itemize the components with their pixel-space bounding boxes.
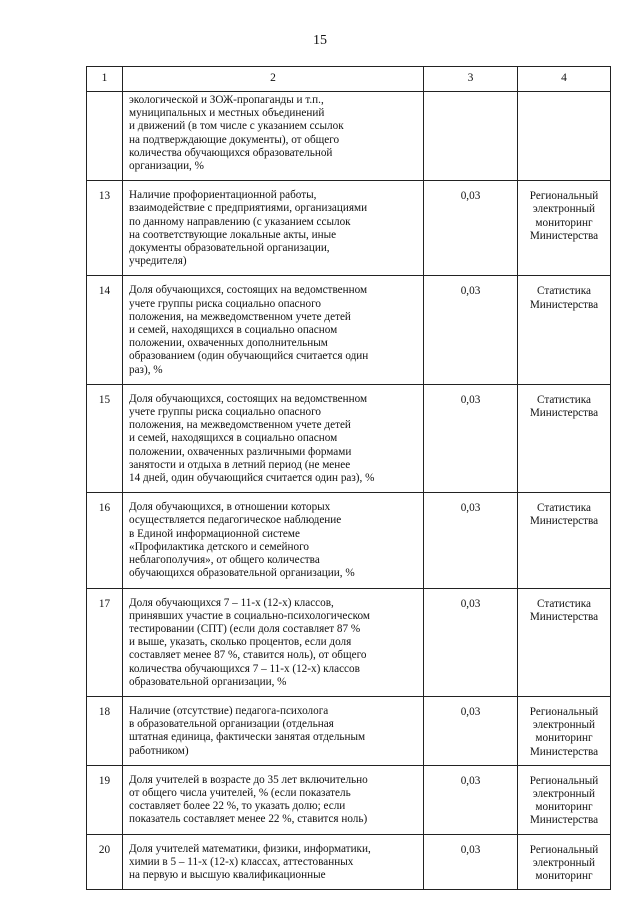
row-weight: 0,03 (424, 276, 518, 384)
page-number: 15 (313, 33, 327, 48)
table-row (87, 765, 611, 834)
header-col-1: 1 (87, 67, 123, 92)
table-row (87, 493, 611, 588)
row-number: 15 (87, 384, 123, 492)
row-description: Наличие (отсутствие) педагога-психолога в образовательной организации (отдельная штатная единица, фактически занятая отдельным работником) (123, 696, 424, 765)
row-number: 20 (87, 834, 123, 890)
row-number: 17 (87, 588, 123, 696)
table-row (87, 181, 611, 276)
row-description: Доля обучающихся 7 – 11-х (12-х) классов, принявших участие в социально-психологическом тестировании (СПТ) (если доля составляет 87 % и выше, указать, сколько процентов, если доля составляет менее 87 %, ставится ноль), от общего количества обучающихся 7 – 11-х (12-х) классов образовательной организации, % (123, 588, 424, 696)
header-col-4: 4 (518, 67, 611, 92)
row-weight: 0,03 (424, 384, 518, 492)
row-weight: 0,03 (424, 765, 518, 834)
table-header-row (87, 67, 611, 92)
row-description: Доля обучающихся, состоящих на ведомственном учете группы риска социально опасного положения, на межведомственном учете детей и семей, находящихся в социально опасном положении, охваченных дополнительным образованием (один обучающийся считается один раз), % (123, 276, 424, 384)
row-number: 14 (87, 276, 123, 384)
table-row (87, 834, 611, 890)
row-source: Статистика Министерства (518, 276, 611, 384)
row-source: Региональный электронный мониторинг (518, 834, 611, 890)
table-row (87, 92, 611, 181)
row-source: Региональный электронный мониторинг Министерства (518, 181, 611, 276)
row-source: Региональный электронный мониторинг Министерства (518, 696, 611, 765)
table-row (87, 276, 611, 384)
row-weight: 0,03 (424, 493, 518, 588)
row-weight: 0,03 (424, 588, 518, 696)
row-description: Наличие профориентационной работы, взаимодействие с предприятиями, организациями по данному направлению (с указанием ссылок на соответствующие локальные акты, иные документы образовательной организации, учредителя) (123, 181, 424, 276)
row-source: Статистика Министерства (518, 588, 611, 696)
row-description: Доля обучающихся, в отношении которых осуществляется педагогическое наблюдение в Единой информационной системе «Профилактика детского и семейного неблагополучия», от общего количества обучающихся образовательной организации, % (123, 493, 424, 588)
header-col-2: 2 (123, 67, 424, 92)
row-number (87, 92, 123, 181)
row-weight (424, 92, 518, 181)
row-source (518, 92, 611, 181)
row-number: 13 (87, 181, 123, 276)
row-weight: 0,03 (424, 696, 518, 765)
row-description: Доля учителей математики, физики, информатики, химии в 5 – 11-х (12-х) классах, аттестованных на первую и высшую квалификационные (123, 834, 424, 890)
row-number: 18 (87, 696, 123, 765)
row-source: Региональный электронный мониторинг Министерства (518, 765, 611, 834)
table-row (87, 588, 611, 696)
criteria-table (86, 66, 611, 890)
row-source: Статистика Министерства (518, 493, 611, 588)
row-description: Доля учителей в возрасте до 35 лет включительно от общего числа учителей, % (если показатель составляет более 22 %, то указать долю; если показатель составляет менее 22 %, ставится ноль) (123, 765, 424, 834)
table-row (87, 696, 611, 765)
row-weight: 0,03 (424, 181, 518, 276)
row-description: Доля обучающихся, состоящих на ведомственном учете группы риска социально опасного положения, на межведомственном учете детей и семей, находящихся в социально опасном положении, охваченных различными формами занятости и отдыха в летний период (не менее 14 дней, один обучающийся считается один раз), % (123, 384, 424, 492)
row-number: 16 (87, 493, 123, 588)
row-source: Статистика Министерства (518, 384, 611, 492)
header-col-3: 3 (424, 67, 518, 92)
row-description: экологической и ЗОЖ-пропаганды и т.п., муниципальных и местных объединений и движений (в том числе с указанием ссылок на подтверждающие документы), от общего количества обучающихся образовательной организации, % (123, 92, 424, 181)
table-row (87, 384, 611, 492)
row-number: 19 (87, 765, 123, 834)
row-weight: 0,03 (424, 834, 518, 890)
